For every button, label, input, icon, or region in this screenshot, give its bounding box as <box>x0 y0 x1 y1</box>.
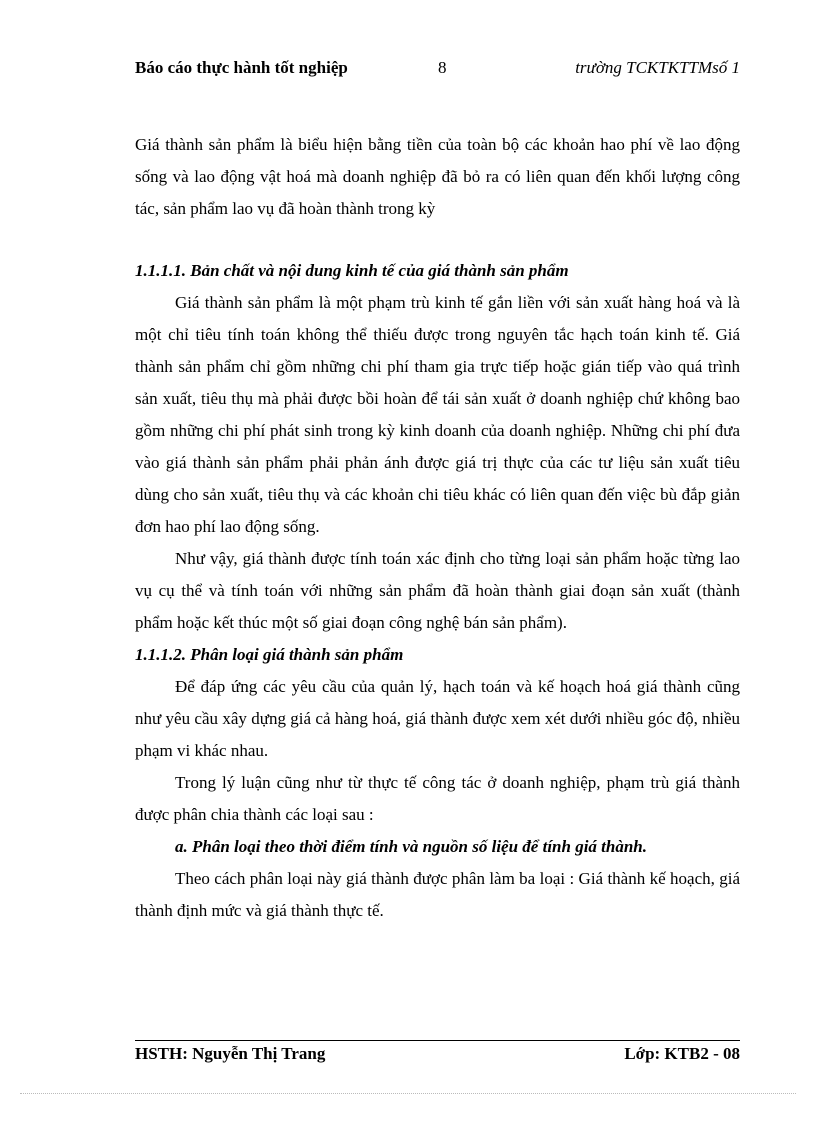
footer-divider <box>135 1040 740 1041</box>
spacer <box>135 225 740 255</box>
section-heading-1-1-1-1: 1.1.1.1. Bản chất và nội dung kinh tế của giá thành sản phẩm <box>135 261 569 280</box>
section-2-paragraph-1: Để đáp ứng các yêu cầu của quản lý, hạch toán và kế hoạch hoá giá thành cũng như yêu cầu xây dựng giá cả hàng hoá, giá thành được xem xét dưới nhiều góc độ, nhiều phạm vi khác nhau. <box>135 677 740 760</box>
page-header <box>135 58 740 82</box>
footer-student-name: HSTH: Nguyễn Thị Trang <box>135 1044 326 1063</box>
section-1-paragraph-2: Như vậy, giá thành được tính toán xác định cho từng loại sản phẩm hoặc từng lao vụ cụ thể và tính toán với những sản phẩm đã hoàn thành giai đoạn sản xuất (thành phẩm hoặc kết thúc một số giai đoạn công nghệ bán sản phẩm). <box>135 549 740 632</box>
section-2-closing-paragraph: Theo cách phân loại này giá thành được phân làm ba loại : Giá thành kế hoạch, giá thành định mức và giá thành thực tế. <box>135 869 740 920</box>
section-1-paragraph-1: Giá thành sản phẩm là một phạm trù kinh tế gắn liền với sản xuất hàng hoá và là một chỉ tiêu tính toán không thể thiếu được trong nguyên tắc hạch toán kinh tế. Giá thành sản phẩm chỉ gồm những chi phí tham gia trực tiếp hoặc gián tiếp vào quá trình sản xuất, tiêu thụ mà phải được bồi hoàn để tái sản xuất ở doanh nghiệp chứ không bao gồm những chi phí phát sinh trong kỳ kinh doanh của doanh nghiệp. Những chi phí đưa vào giá thành sản phẩm phải phản ánh được giá trị thực của các tư liệu sản xuất tiêu dùng cho sản xuất, tiêu thụ và các khoản chi tiêu khác có liên quan đến việc bù đắp giản đơn hao phí lao động sống. <box>135 293 740 536</box>
footer-class-code: Lớp: KTB2 - 08 <box>624 1044 740 1063</box>
subheading-a: a. Phân loại theo thời điểm tính và nguồn số liệu để tính giá thành. <box>175 837 648 856</box>
page-footer <box>135 1044 740 1068</box>
section-2-paragraph-2: Trong lý luận cũng như từ thực tế công tác ở doanh nghiệp, phạm trù giá thành được phân chia thành các loại sau : <box>135 773 740 824</box>
page-bottom-dotted-line <box>20 1093 796 1094</box>
header-school-name: trường TCKTKTTMsố 1 <box>575 58 740 77</box>
document-body <box>135 129 740 927</box>
header-report-title: Báo cáo thực hành tốt nghiệp <box>135 58 348 77</box>
section-heading-1-1-1-2: 1.1.1.2. Phân loại giá thành sản phẩm <box>135 645 404 664</box>
intro-paragraph: Giá thành sản phẩm là biểu hiện bằng tiền của toàn bộ các khoản hao phí về lao động sống và lao động vật hoá mà doanh nghiệp đã bỏ ra có liên quan đến khối lượng công tác, sản phẩm lao vụ đã hoàn thành trong kỳ <box>135 135 740 218</box>
header-page-number: 8 <box>438 58 447 77</box>
